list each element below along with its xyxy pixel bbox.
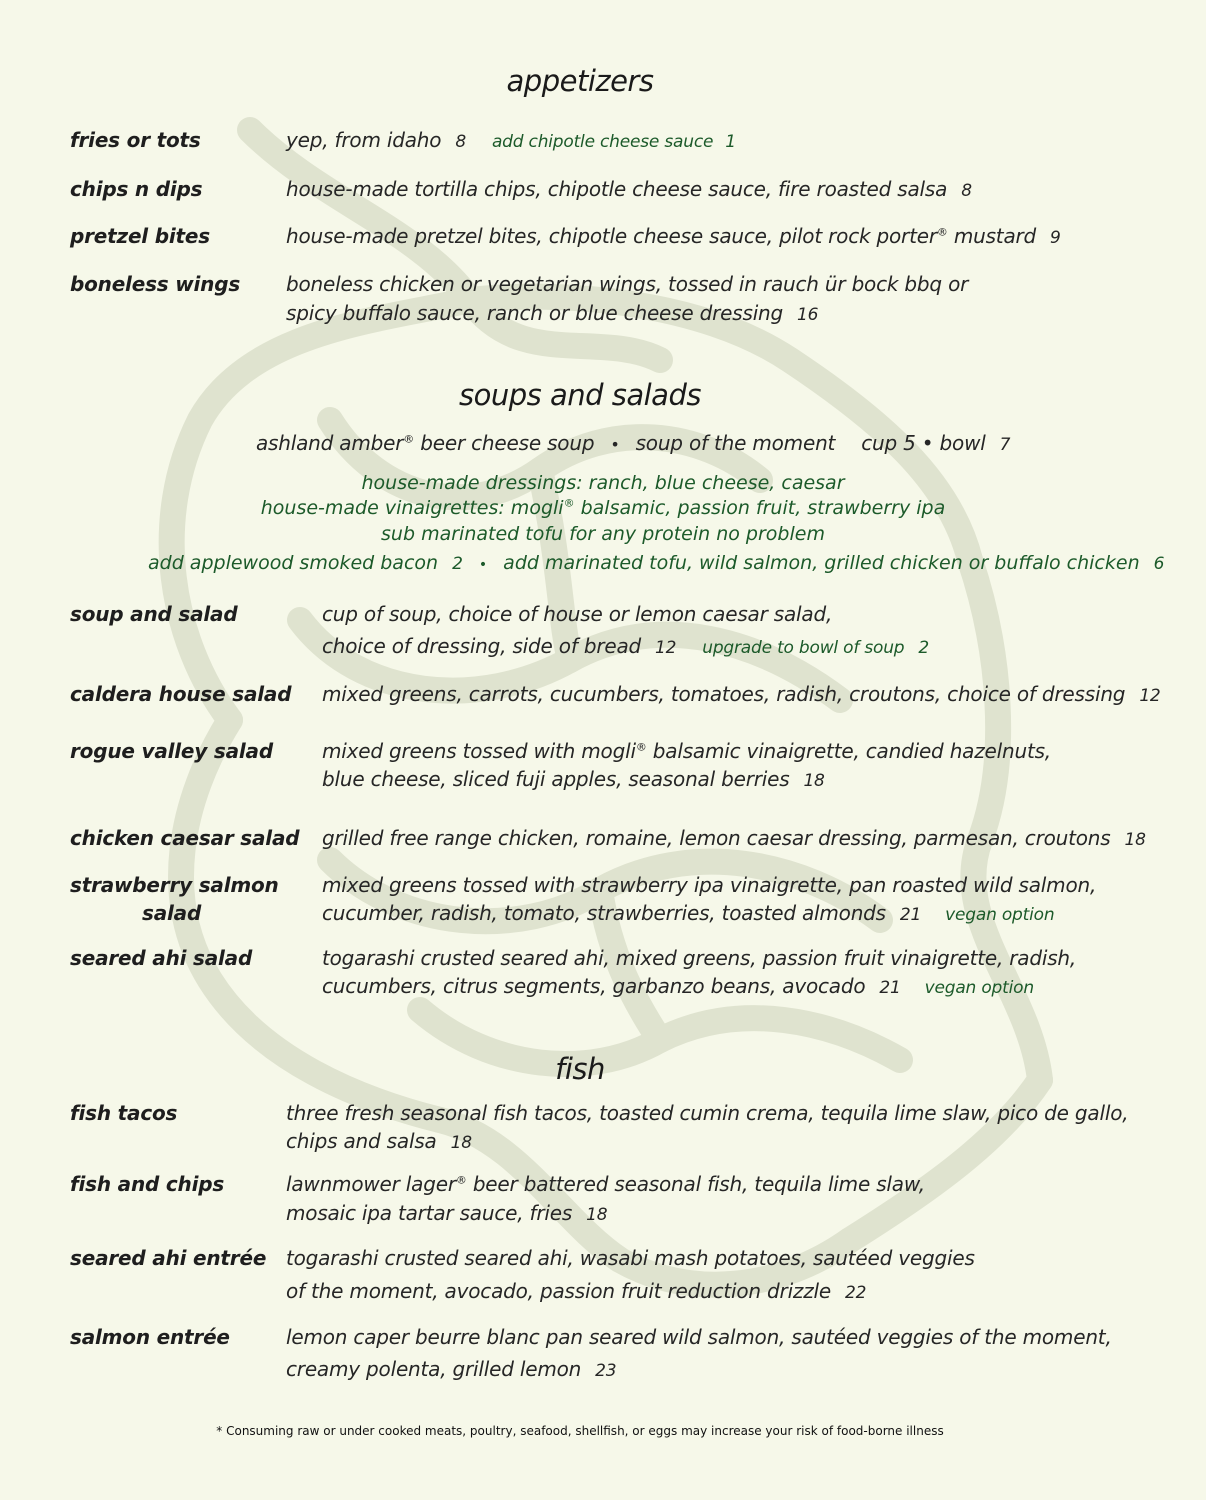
item-price: 16	[797, 305, 819, 325]
item-name: chicken caesar salad	[70, 826, 300, 850]
addon-note: add chipotle cheese sauce	[491, 132, 714, 152]
item-description: choice of dressing, side of bread 12 upgrade to bowl of soup 2	[322, 634, 929, 658]
item-price: 18	[450, 1133, 472, 1153]
item-description: house-made pretzel bites, chipotle cheese sauce, pilot rock porter® mustard 9	[286, 224, 1061, 248]
item-price: 12	[1139, 686, 1161, 706]
vegan-note: vegan option	[945, 905, 1055, 925]
item-name: salmon entrée	[70, 1325, 230, 1349]
section-title-soups-salads: soups and salads	[459, 378, 701, 412]
item-description: togarashi crusted seared ahi, mixed greens, passion fruit vinaigrette, radish,	[322, 946, 1077, 970]
item-price: 8	[455, 132, 466, 152]
item-description: yep, from idaho 8 add chipotle cheese sauce 1	[286, 128, 736, 152]
item-description: three fresh seasonal fish tacos, toasted cumin crema, tequila lime slaw, pico de gallo,	[286, 1101, 1129, 1125]
dressings-note: house-made dressings: ranch, blue cheese, caesar	[361, 472, 845, 494]
soup-price: 7	[999, 435, 1011, 455]
item-name: strawberry salmon	[70, 873, 279, 897]
item-price: 21	[879, 978, 901, 998]
section-title-fish: fish	[555, 1052, 605, 1086]
item-name: fish and chips	[70, 1172, 225, 1196]
item-description: house-made tortilla chips, chipotle cheese sauce, fire roasted salsa 8	[286, 177, 972, 201]
item-description: mosaic ipa tartar sauce, fries 18	[286, 1201, 608, 1225]
item-price: 21	[899, 905, 922, 925]
item-price: 18	[1124, 830, 1146, 850]
item-price: 8	[961, 181, 972, 201]
item-description: lemon caper beurre blanc pan seared wild salmon, sautéed veggies of the moment,	[286, 1325, 1112, 1349]
item-description: chips and salsa 18	[286, 1129, 472, 1153]
soup-line: ashland amber® beer cheese soup • soup of the moment cup 5 • bowl 7	[256, 431, 1011, 455]
item-name: rogue valley salad	[70, 739, 273, 763]
item-price: 12	[655, 638, 677, 658]
item-description: togarashi crusted seared ahi, wasabi mash potatoes, sautéed veggies	[286, 1246, 975, 1270]
item-description: boneless chicken or vegetarian wings, tossed in rauch ür bock bbq or	[286, 272, 969, 296]
vinaigrettes-note: house-made vinaigrettes: mogli® balsamic, passion fruit, strawberry ipa	[260, 496, 946, 519]
item-name: fish tacos	[70, 1101, 178, 1125]
section-title-appetizers: appetizers	[506, 64, 654, 98]
item-price: 22	[845, 1283, 867, 1303]
addon-price: 2	[918, 638, 929, 658]
item-description: mixed greens tossed with mogli® balsamic vinaigrette, candied hazelnuts,	[322, 739, 1051, 763]
tofu-note: sub marinated tofu for any protein no problem	[381, 523, 825, 545]
item-name: seared ahi salad	[70, 946, 253, 970]
item-description: lawnmower lager® beer battered seasonal fish, tequila lime slaw,	[286, 1172, 925, 1196]
addon-price: 1	[725, 132, 736, 152]
protein-addons: add applewood smoked bacon 2 • add marinated tofu, wild salmon, grilled chicken or buffalo chicken 6	[148, 552, 1165, 574]
item-description: blue cheese, sliced fuji apples, seasonal berries 18	[322, 767, 825, 791]
item-name: boneless wings	[70, 272, 241, 296]
item-description: creamy polenta, grilled lemon 23	[286, 1357, 617, 1381]
health-footnote: * Consuming raw or under cooked meats, poultry, seafood, shellfish, or eggs may increase your risk of food-borne illness	[216, 1424, 944, 1438]
addon-note: upgrade to bowl of soup	[702, 638, 905, 658]
item-price: 18	[586, 1205, 608, 1225]
item-description: spicy buffalo sauce, ranch or blue cheese dressing 16	[286, 301, 819, 325]
item-description: mixed greens tossed with strawberry ipa vinaigrette, pan roasted wild salmon,	[322, 873, 1097, 897]
vegan-note: vegan option	[924, 978, 1034, 998]
item-description: cucumbers, citrus segments, garbanzo beans, avocado 21 vegan option	[322, 974, 1034, 998]
item-description: of the moment, avocado, passion fruit reduction drizzle 22	[286, 1279, 867, 1303]
item-description: cup of soup, choice of house or lemon caesar salad,	[322, 602, 833, 626]
item-price: 18	[803, 771, 825, 791]
item-price: 23	[595, 1361, 617, 1381]
item-name: chips n dips	[70, 177, 203, 201]
item-price: 9	[1050, 228, 1061, 248]
item-description: grilled free range chicken, romaine, lemon caesar dressing, parmesan, croutons 18	[322, 826, 1146, 850]
item-name: seared ahi entrée	[70, 1246, 267, 1270]
item-name: caldera house salad	[70, 682, 292, 706]
item-description: mixed greens, carrots, cucumbers, tomatoes, radish, croutons, choice of dressing 12	[322, 682, 1161, 706]
item-name: pretzel bites	[70, 224, 210, 248]
item-name: salad	[142, 901, 202, 925]
item-description: cucumber, radish, tomato, strawberries, toasted almonds 21 vegan option	[322, 901, 1055, 925]
item-name: fries or tots	[70, 128, 201, 152]
item-name: soup and salad	[70, 602, 238, 626]
